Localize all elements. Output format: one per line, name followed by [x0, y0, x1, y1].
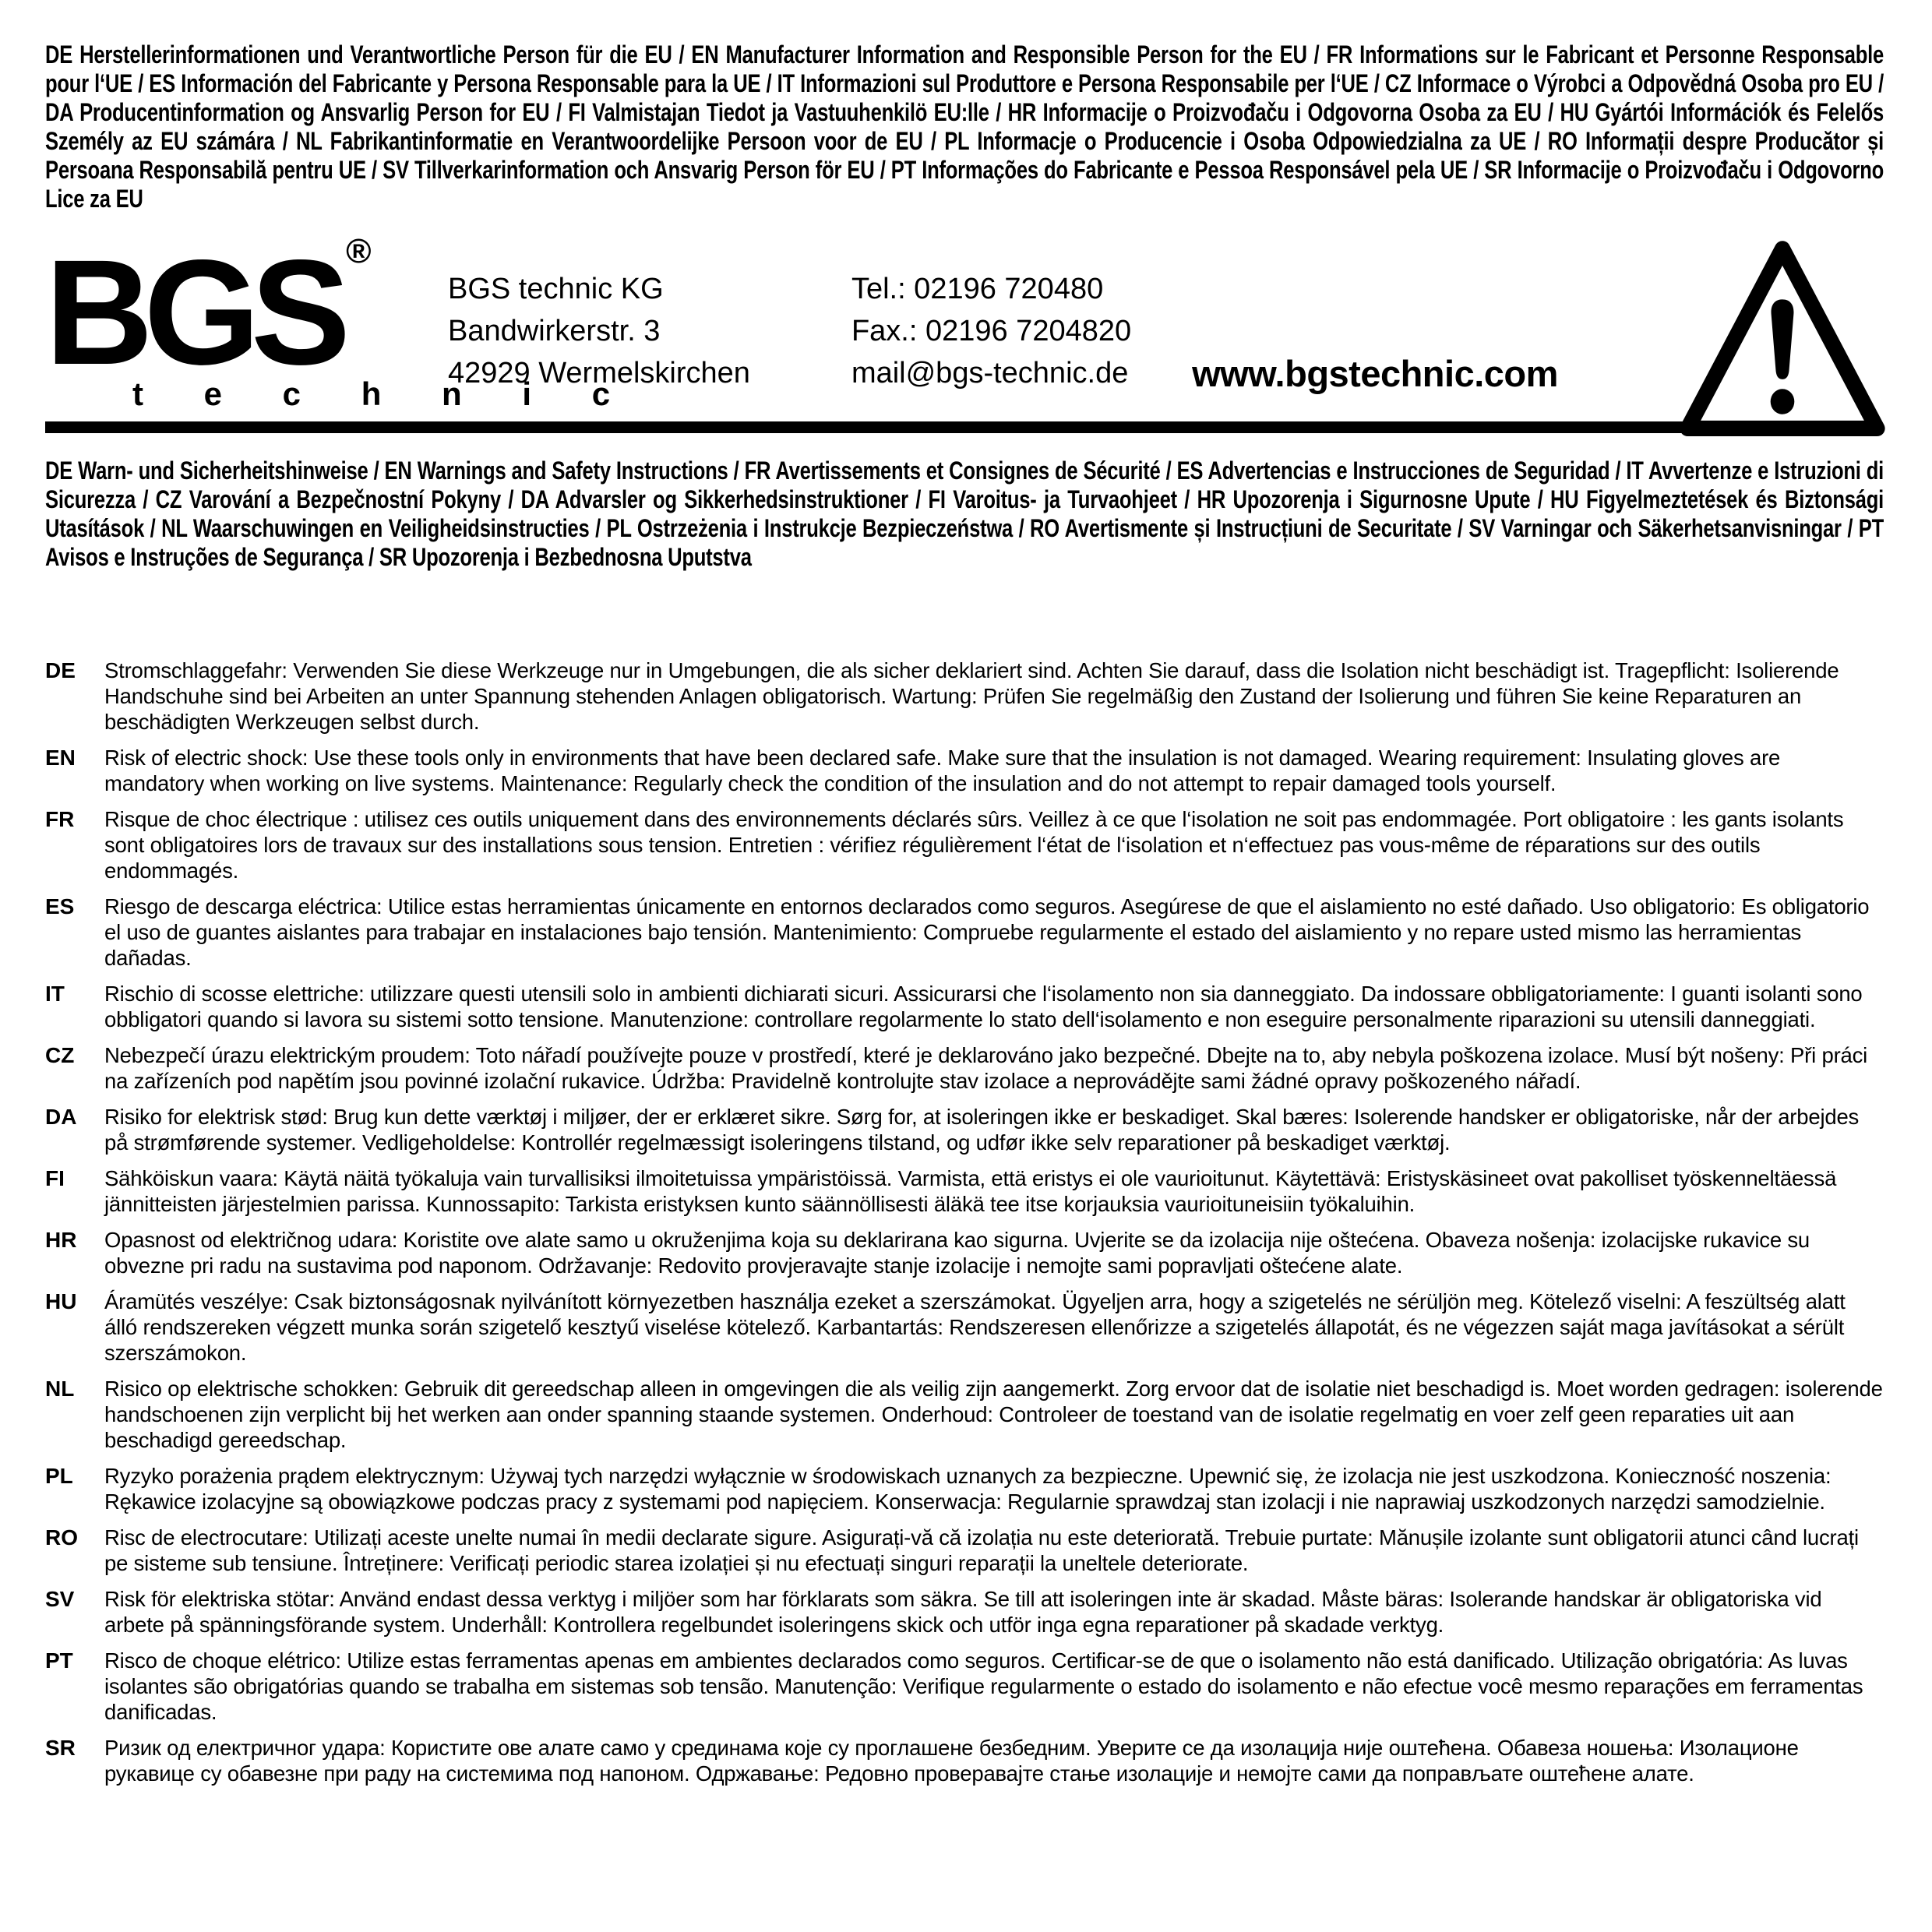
warning-item	[45, 1735, 1887, 1786]
warning-text: Risiko for elektrisk stød: Brug kun dette værktøj i miljøer, der er erklæret sikre. Sørg for, at isoleringen ikke er beskadiget. Skal bæres: Isolerende handsker er obligatoriske, når der arbejdes på strømførende systemer. Vedligeholdelse: Kontrollér regelmæssigt isoleringens tilstand, og udfør ikke selv reparationer på beskadiget værktøj.	[104, 1105, 1860, 1155]
warning-language-code: PT	[45, 1648, 73, 1673]
warning-item	[45, 1104, 1887, 1155]
warnings-header	[45, 457, 1887, 629]
warning-language-code: FR	[45, 807, 75, 831]
warning-item	[45, 1289, 1887, 1366]
warning-item	[45, 1376, 1887, 1453]
warning-item	[45, 1586, 1887, 1638]
registered-trademark-icon: ®	[346, 232, 372, 270]
warning-text: Risc de electrocutare: Utilizați aceste unelte numai în medii declarate sigure. Asigurați-vă că izolația nu este deteriorată. Trebuie purtate: Mănușile izolante sunt obligatorii atunci când lucrați pe sisteme sub tensiune. Întreținere: Verificați periodic starea izolației și nu efectuați singuri reparații la uneltele deteriorate.	[104, 1525, 1859, 1575]
horizontal-divider	[45, 421, 1687, 433]
warning-language-code: HR	[45, 1228, 77, 1252]
bgs-logo-text: BGS	[45, 228, 342, 396]
fax-number: Fax.: 02196 7204820	[851, 315, 1132, 347]
warning-language-code: ES	[45, 894, 75, 918]
warning-language-code: FI	[45, 1166, 65, 1190]
warning-text: Nebezpečí úrazu elektrickým proudem: Toto nářadí používejte pouze v prostředí, které je deklarováno jako bezpečné. Dbejte na to, aby nebyla poškozena izolace. Musí být nošeny: Při práci na zařízeních pod napětím jsou povinné izolační rukavice. Údržba: Pravidelně kontrolujte stav izolace a neprovádějte sami žádné opravy poškozeného nářadí.	[104, 1043, 1868, 1093]
warning-triangle-icon	[1678, 237, 1887, 446]
warning-text: Risk of electric shock: Use these tools only in environments that have been declared safe. Make sure that the insulation is not damaged. Wearing requirement: Insulating gloves are mandatory when working on live systems. Maintenance: Regularly check the condition of the insulation and do not attempt to repair damaged tools yourself.	[104, 746, 1781, 795]
company-street: Bandwirkerstr. 3	[448, 315, 661, 347]
manufacturer-info-title: DE Herstellerinformationen und Verantwortliche Person für die EU / EN Manufacturer Information and Responsible Person for the EU / FR Informations sur le Fabricant et Personne Responsable pour l‘UE / ES Información del Fabricante y Persona Responsable para la UE / IT Informazioni sul Produttore e Persona Responsabile per l‘UE / CZ Informace o Výrobci a Odpovědná Osoba pro EU / DA Producentinformation og Ansvarlig Person for EU / FI Valmistajan Tiedot ja Vastuuhenkilö EU:lle / HR Informacije o Proizvođaču i Odgovorna Osoba za EU / HU Gyártói Információk és Felelős Személy az EU számára / NL Fabrikantinformatie en Verantwoordelijke Persoon voor de EU / PL Informacje o Producencie i Osoba Odpowiedzialna za UE / RO Informații despre Producător și Persoana Responsabilă pentru UE / SV Tillverkarinformation och Ansvarig Person för EU / PT Informações do Fabricante e Pessoa Responsável pela UE / SR Informacije o Proizvođaču i Odgovorno Lice za EU	[45, 41, 1884, 213]
warning-language-code: SR	[45, 1736, 76, 1760]
warning-item	[45, 1463, 1887, 1514]
warning-language-code: DA	[45, 1105, 77, 1129]
warning-item	[45, 1042, 1887, 1094]
brand-row	[45, 228, 1887, 413]
warning-item	[45, 894, 1887, 971]
warning-text: Risico op elektrische schokken: Gebruik dit gereedschap alleen in omgevingen die als veilig zijn aangemerkt. Zorg ervoor dat de isolatie niet beschadigd is. Moet worden gedragen: isolerende handschoenen zijn verplicht bij het werken aan onder spanning staande systemen. Onderhoud: Controleer de toestand van de isolatie regelmatig en voer zelf geen reparaties uit aan beschadigd gereedschap.	[104, 1377, 1883, 1452]
warning-item	[45, 1525, 1887, 1576]
warning-item	[45, 1165, 1887, 1217]
warning-item	[45, 1648, 1887, 1725]
warning-item	[45, 745, 1887, 796]
warning-language-code: EN	[45, 746, 76, 770]
warning-language-code: DE	[45, 658, 76, 682]
bgs-logo-wordmark	[45, 228, 439, 396]
warning-text: Áramütés veszélye: Csak biztonságosnak nyilvánított környezetben használja ezeket a szerszámokat. Ügyeljen arra, hogy a szigetelés ne sérüljön meg. Kötelező viselni: A feszültség alatt álló rendszereken végzett munka során szigetelő kesztyű viselése kötelező. Karbantartás: Rendszeresen ellenőrizze a szigetelés állapotát, és ne végezzen saját maga javításokat a sérült szerszámokon.	[104, 1289, 1846, 1365]
warning-text: Sähköiskun vaara: Käytä näitä työkaluja vain turvallisiksi ilmoitetuissa ympäristöissä. Varmista, että eristys ei ole vaurioitunut. Käytettävä: Eristyskäsineet ovat pakolliset työskenneltäessä jännitteisten järjestelmien parissa. Kunnossapito: Tarkista eristyksen kunto säännöllisesti äläkä tee itse korjauksia vaurioituneisiin työkaluihin.	[104, 1166, 1837, 1216]
manufacturer-info-header	[45, 41, 1887, 215]
warnings-list	[45, 658, 1887, 1786]
company-city: 42929 Wermelskirchen	[448, 357, 750, 390]
warning-language-code: HU	[45, 1289, 77, 1313]
warning-text: Ryzyko porażenia prądem elektrycznym: Używaj tych narzędzi wyłącznie w środowiskach uznanych za bezpieczne. Upewnić się, że izolacja nie jest uszkodzona. Konieczność noszenia: Rękawice izolacyjne są obowiązkowe podczas pracy z systemami pod napięciem. Konserwacja: Regularnie sprawdzaj stan izolacji i nie naprawiaj uszkodzonych narzędzi samodzielnie.	[104, 1464, 1832, 1514]
phone-number: Tel.: 02196 720480	[851, 273, 1104, 305]
warning-item	[45, 1227, 1887, 1278]
warning-text: Ризик од електричног удара: Користите ове алате само у срединама које су проглашене безбедним. Уверите се да изолација није оштећена. Обавеза ношења: Изолационе рукавице су обавезне при раду на системима под напоном. Одржавање: Редовно проверавајте стање изолације и немојте сами да поправљате оштећене алате.	[104, 1736, 1799, 1786]
warning-language-code: PL	[45, 1464, 73, 1488]
company-name: BGS technic KG	[448, 273, 664, 305]
warning-text: Risque de choc électrique : utilisez ces outils uniquement dans des environnements déclarés sûrs. Veillez à ce que l‘isolation ne soit pas endommagée. Port obligatoire : les gants isolants sont obligatoires lors de travaux sur des installations sous tension. Entretien : vérifiez régulièrement l‘état de l‘isolation et n‘effectuez pas vous-même de réparations sur des outils endommagés.	[104, 807, 1844, 883]
warning-language-code: RO	[45, 1525, 78, 1549]
warning-text: Riesgo de descarga eléctrica: Utilice estas herramientas únicamente en entornos declarados como seguros. Asegúrese de que el aislamiento no esté dañado. Uso obligatorio: Es obligatorio el uso de guantes aislantes para trabajar en instalaciones bajo tensión. Mantenimiento: Compruebe regularmente el estado del aislamiento y no repare usted mismo las herramientas dañadas.	[104, 894, 1870, 970]
email-address: mail@bgs-technic.de	[851, 357, 1129, 390]
website-url: www.bgstechnic.com	[1192, 353, 1558, 394]
warning-text: Opasnost od električnog udara: Koristite ove alate samo u okruženjima koja su deklarirana kao sigurna. Uvjerite se da izolacija nije oštećena. Obaveza nošenja: izolacijske rukavice su obvezne pri radu na sustavima pod naponom. Održavanje: Redovito provjeravajte stanje izolacije i nemojte sami popravljati oštećene alate.	[104, 1228, 1810, 1278]
contact-block	[851, 268, 1131, 394]
warning-text: Risco de choque elétrico: Utilize estas ferramentas apenas em ambientes declarados como seguros. Certificar-se de que o isolamento não está danificado. Utilização obrigatória: As luvas isolantes são obrigatórias quando se trabalha em sistemas sob tensão. Manutenção: Verifique regularmente o estado do isolamento e não efectue você mesmo reparações em ferramentas danificadas.	[104, 1648, 1863, 1724]
warning-language-code: IT	[45, 982, 65, 1006]
warning-language-code: NL	[45, 1377, 75, 1401]
warning-text: Rischio di scosse elettriche: utilizzare questi utensili solo in ambienti dichiarati sicuri. Assicurarsi che l‘isolamento non sia danneggiato. Da indossare obbligatoriamente: I guanti isolanti sono obbligatori quando si lavora su sistemi sotto tensione. Manutenzione: controllare regolarmente lo stato dell‘isolamento e non eseguire personalmente riparazioni su utensili danneggiati.	[104, 982, 1863, 1031]
company-address-block	[448, 268, 750, 394]
warning-item	[45, 806, 1887, 883]
warnings-title: DE Warn- und Sicherheitshinweise / EN Warnings and Safety Instructions / FR Avertissements et Consignes de Sécurité / ES Advertencias e Instrucciones de Seguridad / IT Avvertenze e Istruzioni di Sicurezza / CZ Varování a Bezpečnostní Pokyny / DA Advarsler og Sikkerhedsinstruktioner / FI Varoitus- ja Turvaohjeet / HR Upozorenja i Sigurnosne Upute / HU Figyelmeztetések és Biztonsági Utasítások / NL Waarschuwingen en Veiligheidsinstructies / PL Ostrzeżenia i Instrukcje Bezpieczeństwa / RO Avertismente și Instrucțiuni de Securitate / SV Varningar och Säkerhetsanvisningar / PT Avisos e Instruções de Segurança / SR Upozorenja i Bezbednosna Uputstva	[45, 457, 1884, 571]
warning-language-code: CZ	[45, 1043, 75, 1067]
warning-item	[45, 658, 1887, 735]
warning-language-code: SV	[45, 1587, 75, 1611]
warning-text: Risk för elektriska stötar: Använd endast dessa verktyg i miljöer som har förklarats som säkra. Se till att isoleringen inte är skadad. Måste bäras: Isolerande handskar är obligatoriska vid arbete på spänningsförande system. Underhåll: Kontrollera regelbundet isoleringens skick och utför inga egna reparationer på skadade verktyg.	[104, 1587, 1822, 1637]
warning-text: Stromschlaggefahr: Verwenden Sie diese Werkzeuge nur in Umgebungen, die als sicher deklariert sind. Achten Sie darauf, dass die Isolation nicht beschädigt ist. Tragepflicht: Isolierende Handschuhe sind bei Arbeiten an unter Spannung stehenden Anlagen obligatorisch. Wartung: Prüfen Sie regelmäßig den Zustand der Isolierung und führen Sie keine Reparaturen an beschädigten Werkzeugen selbst durch.	[104, 658, 1839, 734]
warning-item	[45, 981, 1887, 1032]
bgs-logo-subtext: t e c h n i c	[132, 375, 636, 413]
